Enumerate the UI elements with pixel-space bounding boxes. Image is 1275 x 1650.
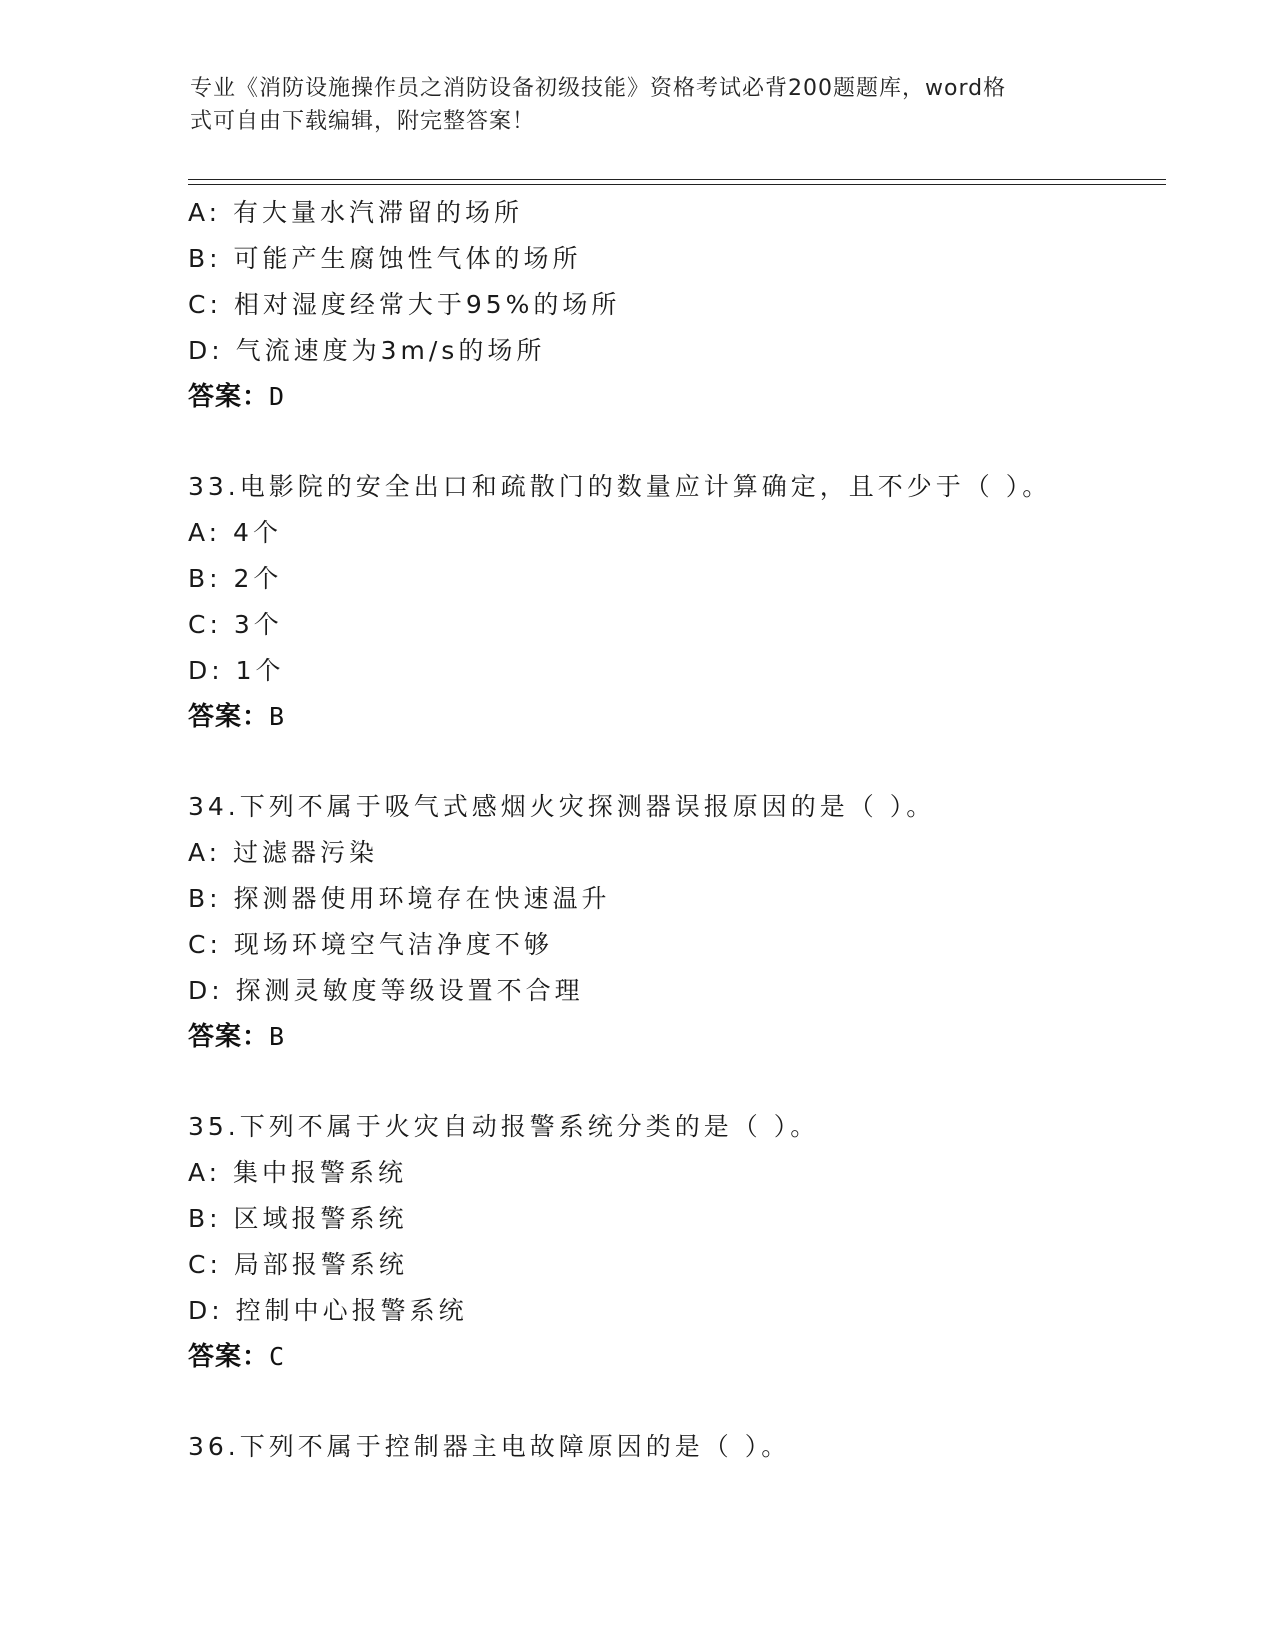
- answer-line: [188, 694, 1168, 740]
- option-b: B: 区域报警系统: [188, 1204, 408, 1233]
- option-a: A: 过滤器污染: [188, 838, 379, 867]
- question-text: 34.下列不属于吸气式感烟火灾探测器误报原因的是（ ）。: [188, 792, 936, 821]
- document-header: [190, 72, 1070, 138]
- header-divider-top: [188, 179, 1166, 180]
- option-a: A: 集中报警系统: [188, 1158, 408, 1187]
- option-d: D: 探测灵敏度等级设置不合理: [188, 976, 584, 1005]
- option-c: C: 现场环境空气洁净度不够: [188, 930, 553, 959]
- option-a: A: 有大量水汽滞留的场所: [188, 198, 524, 227]
- question-text: 35.下列不属于火灾自动报警系统分类的是（ ）。: [188, 1112, 820, 1141]
- answer-label: 答案：: [188, 382, 270, 412]
- answer-value: B: [269, 702, 286, 731]
- answer-value: C: [269, 1342, 286, 1371]
- question-block-36: [188, 1424, 1168, 1470]
- answer-value: D: [269, 382, 286, 411]
- question-block-33: [188, 464, 1168, 740]
- option-b: B: 2个: [188, 564, 283, 593]
- question-text: 33.电影院的安全出口和疏散门的数量应计算确定，且不少于（ ）。: [188, 472, 1052, 501]
- answer-label: 答案：: [188, 1342, 270, 1372]
- answer-label: 答案：: [188, 702, 270, 732]
- answer-line: [188, 1334, 1168, 1380]
- question-block-34: [188, 784, 1168, 1060]
- header-line-1: 专业《消防设施操作员之消防设备初级技能》资格考试必背200题题库，word格: [190, 76, 1007, 101]
- answer-line: [188, 1014, 1168, 1060]
- answer-line: [188, 374, 1168, 420]
- question-block-partial: [188, 190, 1168, 420]
- question-text: 36.下列不属于控制器主电故障原因的是（ ）。: [188, 1432, 791, 1461]
- question-list: [188, 190, 1168, 1470]
- option-c: C: 3个: [188, 610, 283, 639]
- option-b: B: 可能产生腐蚀性气体的场所: [188, 244, 582, 273]
- option-d: D: 气流速度为3m/s的场所: [188, 336, 546, 365]
- option-c: C: 相对湿度经常大于95%的场所: [188, 290, 621, 319]
- answer-label: 答案：: [188, 1022, 270, 1052]
- option-d: D: 1个: [188, 656, 285, 685]
- option-c: C: 局部报警系统: [188, 1250, 408, 1279]
- answer-value: B: [269, 1022, 286, 1051]
- option-d: D: 控制中心报警系统: [188, 1296, 468, 1325]
- option-b: B: 探测器使用环境存在快速温升: [188, 884, 611, 913]
- header-divider-bottom: [188, 184, 1166, 185]
- question-block-35: [188, 1104, 1168, 1380]
- option-a: A: 4个: [188, 518, 282, 547]
- header-line-2: 式可自由下载编辑，附完整答案！: [190, 109, 536, 134]
